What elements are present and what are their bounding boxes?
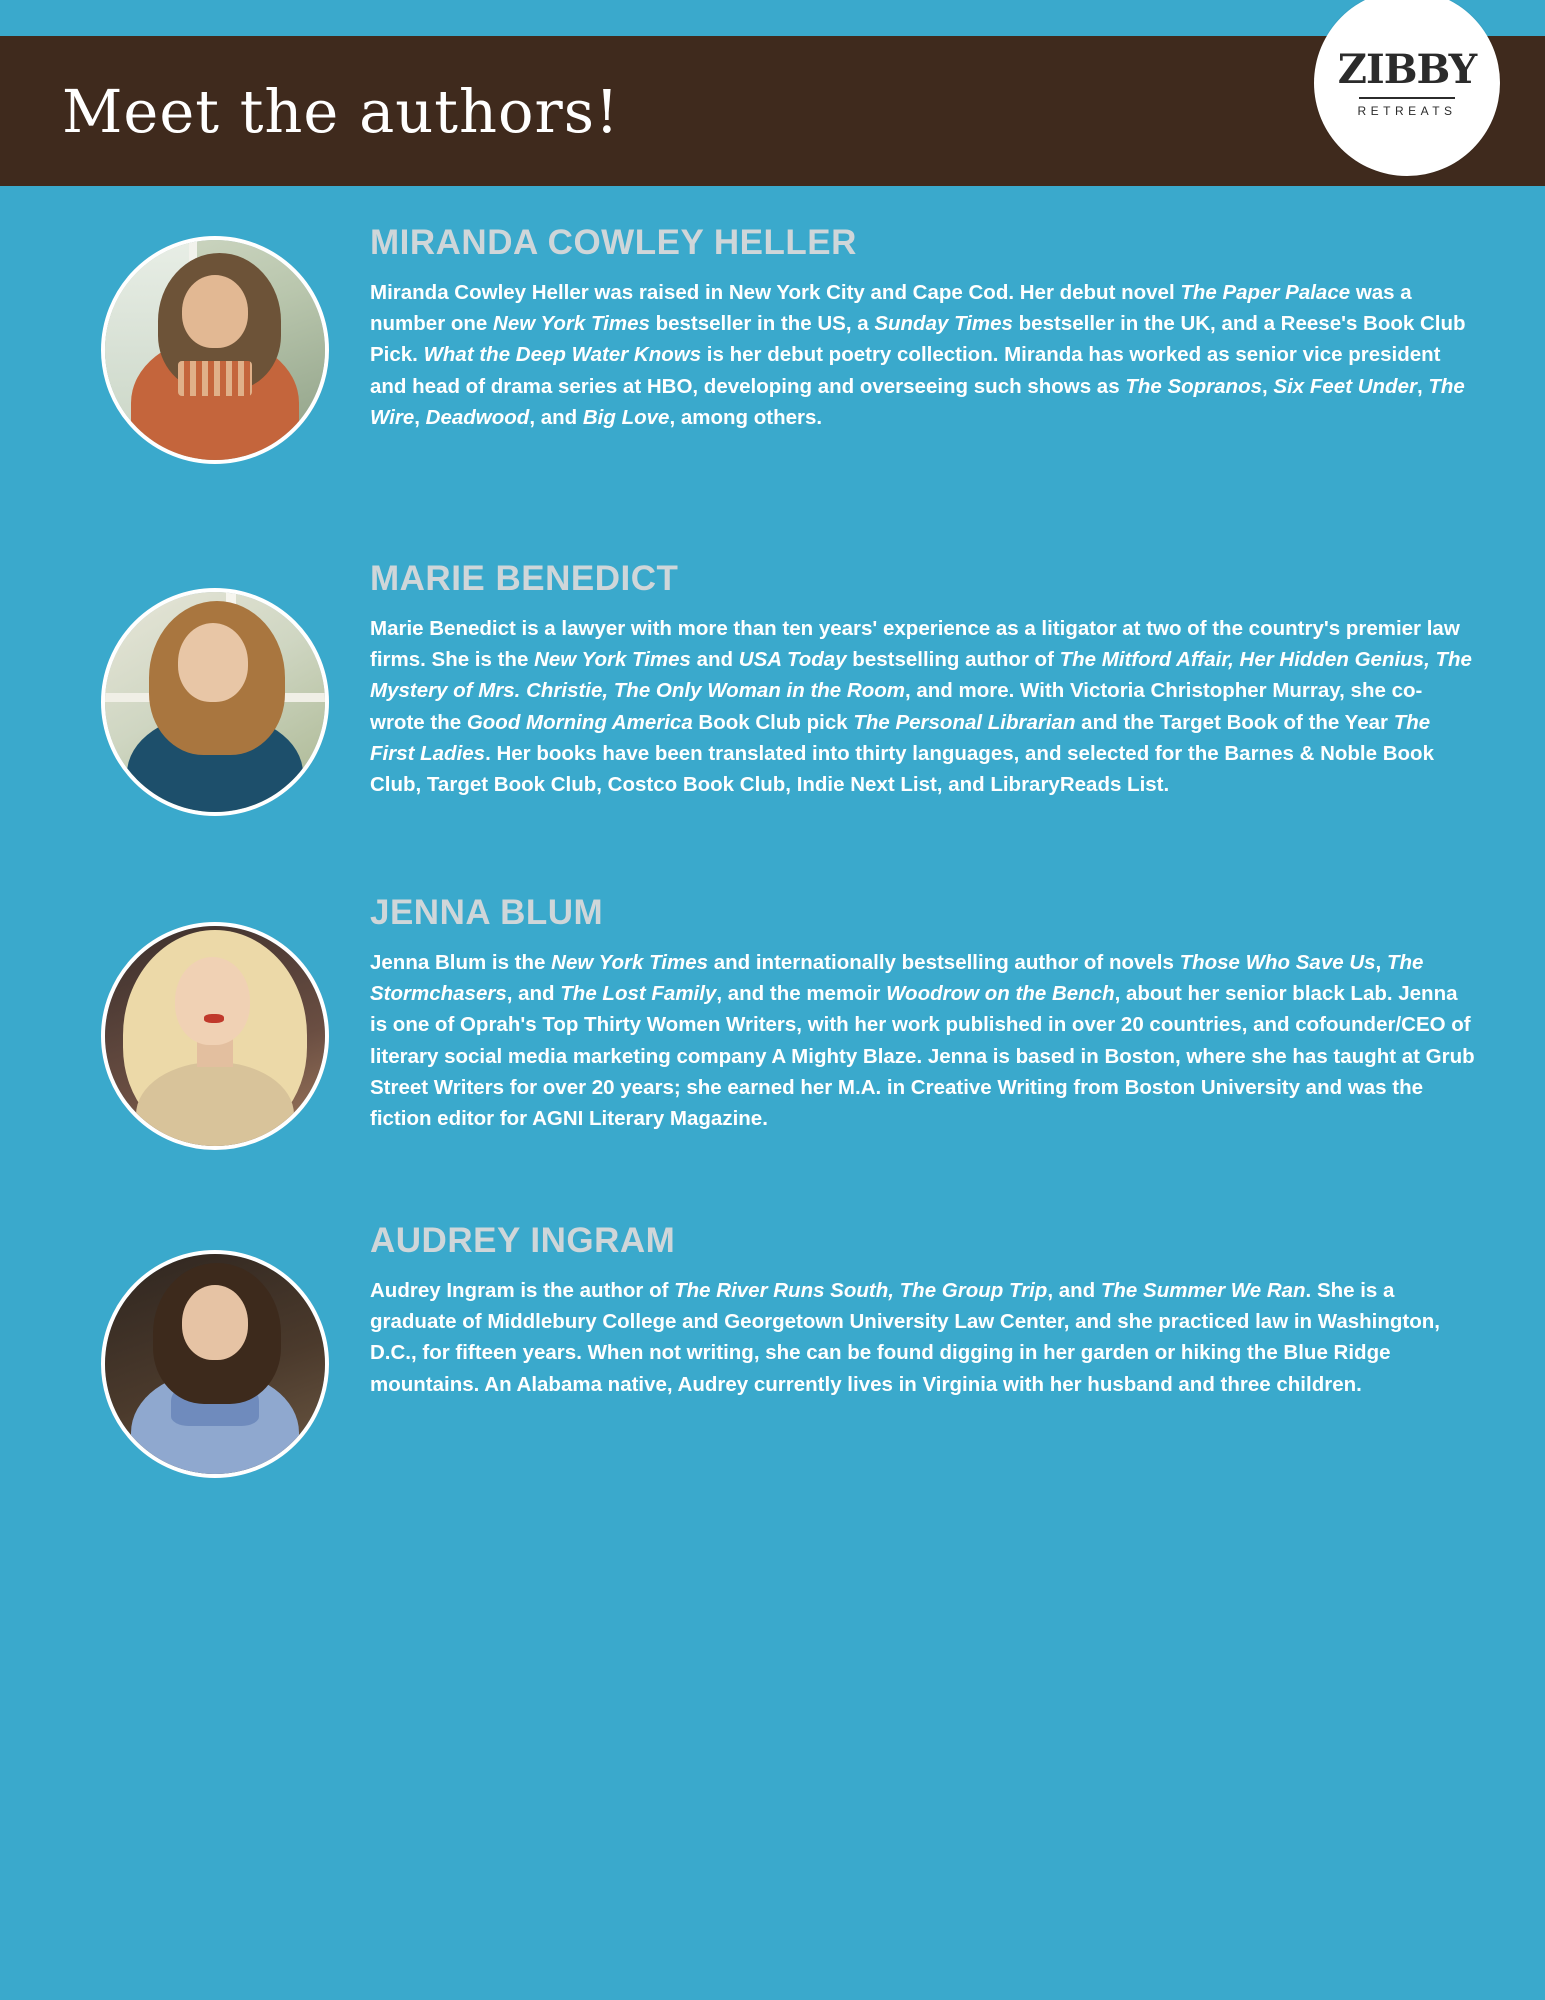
author-entry bbox=[60, 560, 1485, 816]
author-text-column bbox=[370, 560, 1485, 801]
author-portrait bbox=[101, 1250, 329, 1478]
page-header bbox=[0, 36, 1545, 186]
author-name: JENNA BLUM bbox=[370, 893, 604, 932]
author-name: MIRANDA COWLEY HELLER bbox=[370, 223, 857, 262]
author-portrait bbox=[101, 588, 329, 816]
author-entry bbox=[60, 894, 1485, 1150]
author-photo-column bbox=[60, 560, 370, 816]
author-entry bbox=[60, 1222, 1485, 1478]
header-bar bbox=[0, 36, 1545, 186]
author-photo-column bbox=[60, 218, 370, 464]
logo-divider bbox=[1359, 97, 1455, 99]
author-text-column bbox=[370, 218, 1485, 433]
author-portrait bbox=[101, 922, 329, 1150]
top-strip bbox=[0, 0, 1545, 36]
author-name: AUDREY INGRAM bbox=[370, 1221, 676, 1260]
author-bio: Jenna Blum is the New York Times and internationally bestselling author of novels Those Who Save Us, The Stormchasers, and The Lost Family, and the memoir Woodrow on the Bench, about her senior black Lab. Jenna is one of Oprah's Top Thirty Women Writers, with her work published in over 20 countries, and cofounder/CEO of literary social media marketing company A Mighty Blaze. Jenna is based in Boston, where she has taught at Grub Street Writers for over 20 years; she earned her M.A. in Creative Writing from Boston University and was the fiction editor for AGNI Literary Magazine. bbox=[370, 950, 1475, 1131]
logo-wordmark: ZIBBY bbox=[1337, 45, 1477, 93]
author-bio: Miranda Cowley Heller was raised in New York City and Cape Cod. Her debut novel The Paper Palace was a number one New York Times bestseller in the US, a Sunday Times bestseller in the UK, and a Reese's Book Club Pick. What the Deep Water Knows is her debut poetry collection. Miranda has worked as senior vice president and head of drama series at HBO, developing and overseeing such shows as The Sopranos, Six Feet Under, The Wire, Deadwood, and Big Love, among others. bbox=[370, 280, 1466, 429]
author-bio: Marie Benedict is a lawyer with more than ten years' experience as a litigator at two of the country's premier law firms. She is the New York Times and USA Today bestselling author of The Mitford Affair, Her Hidden Genius, The Mystery of Mrs. Christie, The Only Woman in the Room, and more. With Victoria Christopher Murray, she co-wrote the Good Morning America Book Club pick The Personal Librarian and the Target Book of the Year The First Ladies. Her books have been translated into thirty languages, and selected for the Barnes & Noble Book Club, Target Book Club, Costco Book Club, Indie Next List, and LibraryReads List. bbox=[370, 616, 1472, 797]
author-entry bbox=[60, 218, 1485, 464]
logo-subtitle: RETREATS bbox=[1357, 103, 1457, 118]
author-text-column bbox=[370, 1222, 1485, 1400]
zibby-retreats-logo bbox=[1314, 0, 1500, 176]
author-name: MARIE BENEDICT bbox=[370, 559, 679, 598]
author-photo-column bbox=[60, 894, 370, 1150]
author-bio: Audrey Ingram is the author of The River Runs South, The Group Trip, and The Summer We Ran. She is a graduate of Middlebury College and Georgetown University Law Center, and she practiced law in Washington, D.C., for fifteen years. When not writing, she can be found digging in her garden or hiking the Blue Ridge mountains. An Alabama native, Audrey currently lives in Virginia with her husband and three children. bbox=[370, 1278, 1440, 1396]
authors-list bbox=[0, 186, 1545, 1478]
author-text-column bbox=[370, 894, 1485, 1135]
author-portrait bbox=[101, 236, 329, 464]
author-photo-column bbox=[60, 1222, 370, 1478]
page-title: Meet the authors! bbox=[62, 76, 620, 146]
